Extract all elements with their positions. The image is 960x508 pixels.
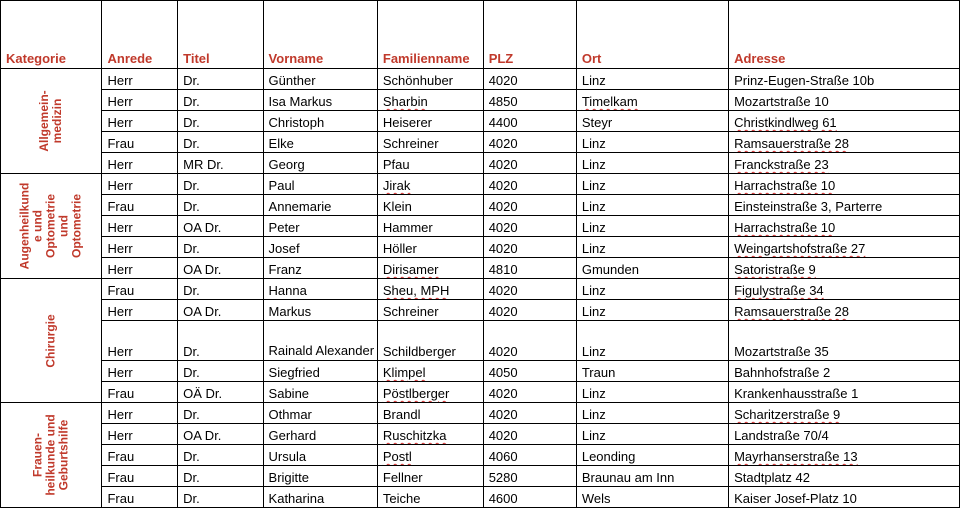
category-cell [1,403,102,508]
cell-familienname: Schildberger [377,321,483,361]
table-row [1,466,960,487]
adresse-text: Weingartshofstraße 27 [734,241,866,256]
category-label: Frauen- heilkunde und Geburtshilfe [30,414,71,496]
cell-vorname: Sabine [263,382,377,403]
adresse-text: Satoristraße 9 [734,262,816,277]
familienname-text: Dirisamer [382,262,439,277]
cell-anrede: Herr [102,90,178,111]
header-kategorie: Kategorie [1,1,102,69]
cell-titel: Dr. [178,132,263,153]
cell-ort: Linz [576,132,728,153]
cell-plz: 5280 [483,466,576,487]
table-row [1,90,960,111]
cell-plz: 4020 [483,424,576,445]
table-row [1,361,960,382]
familienname-text: Sheu, MPH [382,283,450,298]
cell-vorname: Franz [263,258,377,279]
header-adresse: Adresse [729,1,960,69]
cell-ort: Linz [576,300,728,321]
header-ort: Ort [576,1,728,69]
header-plz: PLZ [483,1,576,69]
familienname-text: Sharbin [382,94,428,109]
cell-vorname: Brigitte [263,466,377,487]
table-row [1,69,960,90]
cell-ort: Linz [576,403,728,424]
cell-familienname [377,445,483,466]
cell-familienname: Schreiner [377,132,483,153]
category-label: Chirurgie [43,313,58,368]
familienname-text: Postl [382,449,412,464]
cell-plz: 4850 [483,90,576,111]
cell-plz: 4400 [483,111,576,132]
cell-anrede: Herr [102,321,178,361]
cell-plz: 4050 [483,361,576,382]
cell-plz: 4020 [483,300,576,321]
cell-plz: 4020 [483,153,576,174]
cell-titel: Dr. [178,69,263,90]
adresse-text: Christkindlweg 61 [734,115,837,130]
cell-plz: 4020 [483,132,576,153]
cell-titel: Dr. [178,111,263,132]
cell-ort: Steyr [576,111,728,132]
cell-ort: Gmunden [576,258,728,279]
table-row [1,382,960,403]
cell-titel: OA Dr. [178,216,263,237]
adresse-text: Harrachstraße 10 [734,178,836,193]
cell-familienname [377,279,483,300]
cell-plz: 4020 [483,321,576,361]
cell-vorname: Georg [263,153,377,174]
cell-plz: 4020 [483,69,576,90]
cell-anrede: Herr [102,300,178,321]
cell-vorname: Günther [263,69,377,90]
cell-vorname: Siegfried [263,361,377,382]
cell-vorname: Annemarie [263,195,377,216]
cell-anrede: Herr [102,174,178,195]
cell-adresse: Stadtplatz 42 [729,466,960,487]
cell-vorname: Othmar [263,403,377,424]
cell-familienname: Hammer [377,216,483,237]
cell-ort: Linz [576,195,728,216]
cell-titel: OÄ Dr. [178,382,263,403]
cell-titel: OA Dr. [178,300,263,321]
cell-vorname: Josef [263,237,377,258]
cell-vorname: Hanna [263,279,377,300]
cell-ort: Wels [576,487,728,508]
adresse-text: Mayrhanserstraße 13 [734,449,858,464]
adresse-text: Ramsauerstraße 28 [734,304,849,319]
cell-familienname: Schönhuber [377,69,483,90]
cell-vorname: Paul [263,174,377,195]
table-row [1,445,960,466]
header-familienname: Familienname [377,1,483,69]
table-row [1,237,960,258]
cell-adresse: Mozartstraße 10 [729,90,960,111]
category-cell [1,174,102,279]
cell-ort: Linz [576,279,728,300]
cell-titel: MR Dr. [178,153,263,174]
category-label: Augenheilkund e und Optometrie und Optometrie [17,182,84,270]
table-row [1,258,960,279]
cell-ort: Braunau am Inn [576,466,728,487]
cell-titel: Dr. [178,466,263,487]
ort-text: Timelkam [581,94,638,109]
category-cell [1,69,102,174]
cell-anrede: Frau [102,487,178,508]
adresse-text: Franckstraße 23 [734,157,829,172]
cell-ort: Traun [576,361,728,382]
cell-adresse [729,132,960,153]
cell-titel: Dr. [178,174,263,195]
cell-ort: Linz [576,153,728,174]
cell-adresse: Einsteinstraße 3, Parterre [729,195,960,216]
cell-familienname [377,382,483,403]
cell-adresse [729,258,960,279]
cell-familienname [377,424,483,445]
cell-familienname: Pfau [377,153,483,174]
cell-titel: Dr. [178,195,263,216]
cell-anrede: Frau [102,466,178,487]
table-row [1,487,960,508]
cell-familienname: Brandl [377,403,483,424]
cell-vorname: Gerhard [263,424,377,445]
cell-titel: Dr. [178,279,263,300]
cell-familienname: Heiserer [377,111,483,132]
cell-adresse [729,279,960,300]
cell-familienname: Teiche [377,487,483,508]
cell-anrede: Frau [102,279,178,300]
cell-titel: OA Dr. [178,424,263,445]
cell-ort: Linz [576,424,728,445]
cell-titel: Dr. [178,445,263,466]
cell-adresse [729,153,960,174]
cell-plz: 4020 [483,382,576,403]
category-label: Allgemein- medizin [37,90,65,152]
adresse-text: Figulystraße 34 [734,283,824,298]
cell-anrede: Herr [102,258,178,279]
cell-anrede: Herr [102,153,178,174]
cell-titel: Dr. [178,403,263,424]
cell-plz: 4060 [483,445,576,466]
cell-anrede: Frau [102,195,178,216]
familienname-text: Jirak [382,178,411,193]
table-row [1,195,960,216]
table-row [1,403,960,424]
cell-familienname: Klein [377,195,483,216]
table-row [1,321,960,361]
cell-familienname: Schreiner [377,300,483,321]
cell-anrede: Herr [102,237,178,258]
cell-vorname: Markus [263,300,377,321]
cell-familienname: Fellner [377,466,483,487]
header-vorname: Vorname [263,1,377,69]
cell-adresse: Mozartstraße 35 [729,321,960,361]
adresse-text: Harrachstraße 10 [734,220,836,235]
cell-adresse [729,237,960,258]
cell-plz: 4020 [483,216,576,237]
cell-adresse [729,300,960,321]
table-row [1,174,960,195]
cell-adresse: Krankenhausstraße 1 [729,382,960,403]
cell-vorname: Christoph [263,111,377,132]
cell-ort: Linz [576,321,728,361]
table-row [1,424,960,445]
cell-adresse [729,403,960,424]
cell-anrede: Frau [102,445,178,466]
cell-anrede: Frau [102,382,178,403]
header-row [1,1,960,69]
cell-plz: 4810 [483,258,576,279]
cell-ort: Linz [576,382,728,403]
familienname-text: Pöstlberger [382,386,450,401]
cell-ort [576,90,728,111]
cell-adresse: Bahnhofstraße 2 [729,361,960,382]
table-row [1,132,960,153]
cell-adresse [729,111,960,132]
cell-titel: Dr. [178,237,263,258]
cell-adresse: Kaiser Josef-Platz 10 [729,487,960,508]
cell-anrede: Herr [102,69,178,90]
cell-familienname: Höller [377,237,483,258]
cell-titel: Dr. [178,361,263,382]
cell-titel: OA Dr. [178,258,263,279]
cell-plz: 4020 [483,174,576,195]
cell-vorname: Isa Markus [263,90,377,111]
cell-familienname [377,90,483,111]
table-row [1,279,960,300]
header-anrede: Anrede [102,1,178,69]
cell-adresse [729,174,960,195]
cell-anrede: Frau [102,132,178,153]
cell-vorname: Rainald Alexander [263,321,377,361]
cell-familienname [377,258,483,279]
cell-vorname: Ursula [263,445,377,466]
cell-anrede: Herr [102,403,178,424]
cell-anrede: Herr [102,424,178,445]
table-row [1,153,960,174]
cell-adresse: Landstraße 70/4 [729,424,960,445]
cell-familienname [377,174,483,195]
cell-ort: Leonding [576,445,728,466]
table-row [1,300,960,321]
cell-adresse [729,216,960,237]
cell-ort: Linz [576,216,728,237]
cell-familienname [377,361,483,382]
cell-plz: 4020 [483,279,576,300]
familienname-text: Klimpel [382,365,426,380]
cell-plz: 4020 [483,195,576,216]
table-row [1,216,960,237]
cell-ort: Linz [576,174,728,195]
cell-titel: Dr. [178,90,263,111]
cell-ort: Linz [576,69,728,90]
cell-plz: 4020 [483,403,576,424]
familienname-text: Ruschitzka [382,428,447,443]
cell-vorname: Peter [263,216,377,237]
cell-adresse: Prinz-Eugen-Straße 10b [729,69,960,90]
cell-vorname: Elke [263,132,377,153]
category-cell [1,279,102,403]
cell-titel: Dr. [178,487,263,508]
cell-plz: 4020 [483,237,576,258]
adresse-text: Ramsauerstraße 28 [734,136,849,151]
cell-anrede: Herr [102,216,178,237]
header-titel: Titel [178,1,263,69]
cell-anrede: Herr [102,361,178,382]
cell-vorname: Katharina [263,487,377,508]
cell-plz: 4600 [483,487,576,508]
adresse-text: Scharitzerstraße 9 [734,407,841,422]
cell-titel: Dr. [178,321,263,361]
cell-anrede: Herr [102,111,178,132]
cell-ort: Linz [576,237,728,258]
table-row [1,111,960,132]
cell-adresse [729,445,960,466]
